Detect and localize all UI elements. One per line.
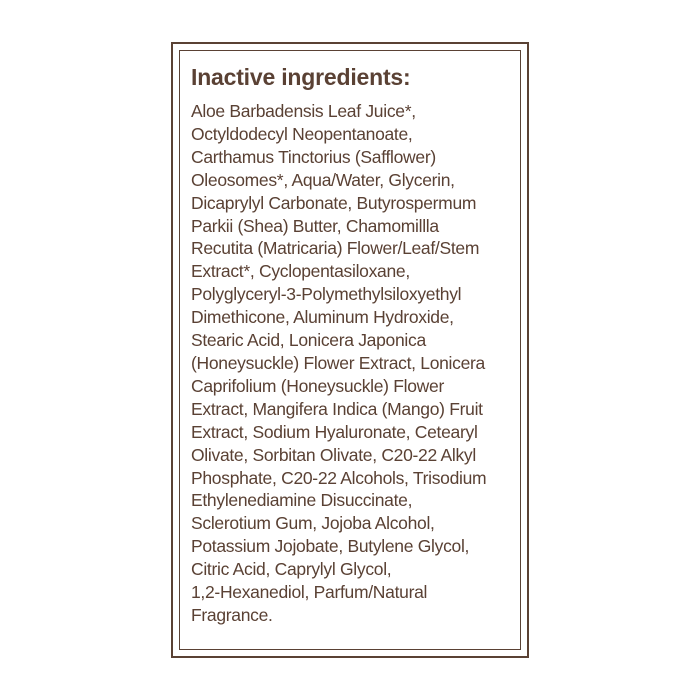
ingredient-line: Sclerotium Gum, Jojoba Alcohol, [191,513,435,534]
ingredient-line: Dicaprylyl Carbonate, Butyrospermum [191,192,477,213]
ingredient-line: Parkii (Shea) Butter, Chamomillla [191,215,439,236]
ingredient-line: Stearic Acid, Lonicera Japonica [191,330,426,351]
ingredient-line: Polyglyceryl-3-Polymethylsiloxyethyl [191,284,462,305]
ingredient-line: Extract, Sodium Hyaluronate, Cetearyl [191,421,478,442]
ingredient-line: Oleosomes*, Aqua/Water, Glycerin, [191,169,455,190]
ingredient-line: Aloe Barbadensis Leaf Juice*, [191,101,416,121]
ingredient-line: Dimethicone, Aluminum Hydroxide, [191,307,454,328]
ingredient-line: Phosphate, C20-22 Alcohols, Trisodium [191,467,487,488]
ingredient-line: Citric Acid, Caprylyl Glycol, [191,559,392,580]
ingredient-line: Extract*, Cyclopentasiloxane, [191,261,410,282]
ingredient-line: 1,2-Hexanediol, Parfum/Natural [191,582,428,603]
ingredient-list [191,100,521,627]
ingredient-line: Fragrance. [191,604,273,625]
ingredient-line: Olivate, Sorbitan Olivate, C20-22 Alkyl [191,444,476,465]
ingredient-line: (Honeysuckle) Flower Extract, Lonicera [191,352,485,373]
ingredient-line: Recutita (Matricaria) Flower/Leaf/Stem [191,238,480,259]
ingredient-line: Potassium Jojobate, Butylene Glycol, [191,536,470,557]
ingredient-line: Carthamus Tinctorius (Safflower) [191,146,436,167]
ingredient-line: Extract, Mangifera Indica (Mango) Fruit [191,398,483,419]
ingredient-line: Caprifolium (Honeysuckle) Flower [191,375,444,396]
label-heading: Inactive ingredients: [191,64,411,90]
ingredient-line: Octyldodecyl Neopentanoate, [191,123,413,144]
ingredients-label [171,42,529,658]
ingredient-line: Ethylenediamine Disuccinate, [191,490,413,511]
